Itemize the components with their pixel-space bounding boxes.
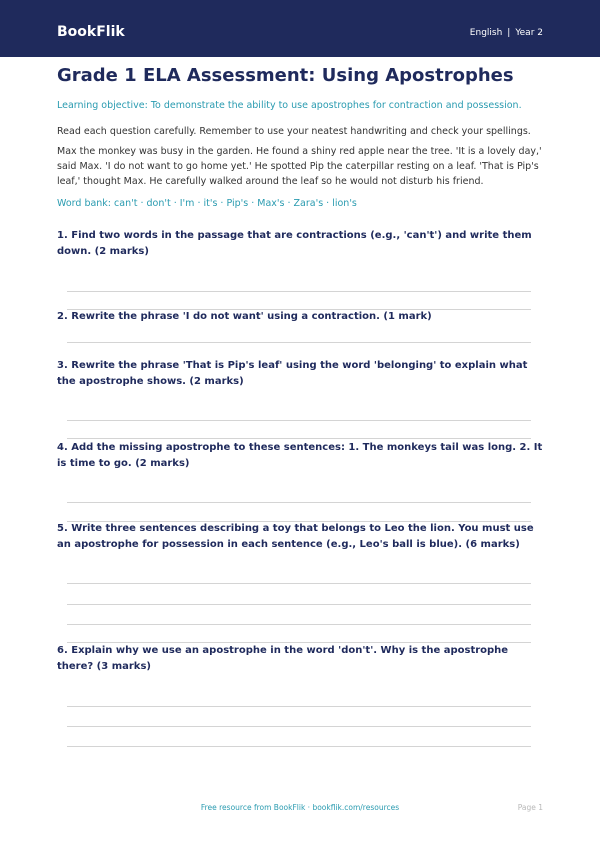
instructions: Read each question carefully. Remember to use your neatest handwriting and check your spellings.	[57, 126, 531, 137]
answer-line[interactable]	[67, 291, 531, 292]
answer-line[interactable]	[67, 726, 531, 727]
answer-line[interactable]	[67, 746, 531, 747]
answer-line[interactable]	[67, 420, 531, 421]
answer-line[interactable]	[67, 624, 531, 625]
page-number: Page 1	[517, 803, 543, 812]
page-title: Grade 1 ELA Assessment: Using Apostrophes	[57, 65, 514, 86]
passage: Max the monkey was busy in the garden. He found a shiny red apple near the tree. 'It is a lovely day,' said Max. 'I do not want to go home yet.' He spotted Pip the caterpillar resting on a leaf. 'That is Pip's leaf,' thought Max. He carefully walked around the leaf so he would not disturb his friend.	[57, 146, 542, 187]
learning-objective: Learning objective: To demonstrate the ability to use apostrophes for contraction and possession.	[57, 100, 522, 111]
meta-separator: |	[507, 28, 511, 38]
footer-credit-link[interactable]: Free resource from BookFlik · bookflik.com/resources	[200, 803, 400, 812]
subject-label: English	[469, 28, 503, 38]
answer-line[interactable]	[67, 706, 531, 707]
question-6: 6. Explain why we use an apostrophe in the word 'don't'. Why is the apostrophe there? (3 marks)	[57, 645, 509, 672]
question-4: 4. Add the missing apostrophe to these sentences: 1. The monkeys tail was long. 2. It is time to go. (2 marks)	[57, 442, 543, 469]
question-1: 1. Find two words in the passage that are contractions (e.g., 'can't') and write them down. (2 marks)	[57, 230, 532, 257]
header-bar	[0, 0, 600, 57]
answer-line[interactable]	[67, 604, 531, 605]
answer-line[interactable]	[67, 502, 531, 503]
question-5: 5. Write three sentences describing a toy that belongs to Leo the lion. You must use an apostrophe for possession in each sentence (e.g., Leo's ball is blue). (6 marks)	[57, 523, 534, 550]
word-bank: Word bank: can't · don't · I'm · it's · Pip's · Max's · Zara's · lion's	[57, 198, 357, 209]
question-3: 3. Rewrite the phrase 'That is Pip's leaf' using the word 'belonging' to explain what the apostrophe shows. (2 marks)	[57, 360, 528, 387]
answer-line[interactable]	[67, 342, 531, 343]
answer-line[interactable]	[67, 438, 531, 439]
brand-logo: BookFlik	[57, 24, 125, 40]
answer-line[interactable]	[67, 583, 531, 584]
year-label: Year 2	[515, 28, 543, 38]
header-meta	[470, 26, 543, 40]
question-2: 2. Rewrite the phrase 'I do not want' using a contraction. (1 mark)	[57, 311, 432, 322]
